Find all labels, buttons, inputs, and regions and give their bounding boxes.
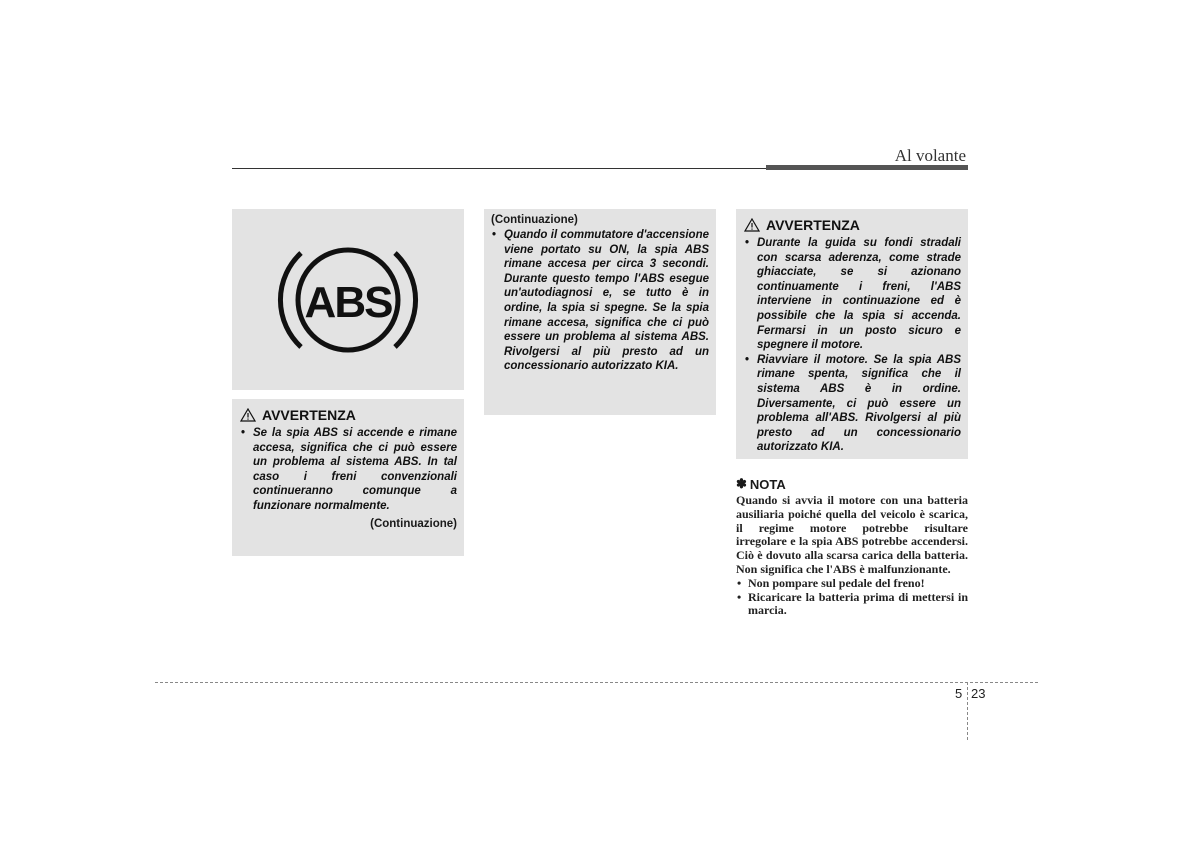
asterisk-icon: ✽ [736,476,747,491]
warning-title: AVVERTENZA [766,217,860,233]
warning-list [240,426,457,514]
warning-box-2 [736,209,968,459]
warning-triangle-icon [240,408,256,422]
continuation-heading: (Continuazione) [491,214,578,226]
abs-icon-label: ABS [304,277,392,327]
section-title: Al volante [894,146,966,165]
list-item: • Durante la guida su fondi stradali con scarsa aderenza, come strade ghiacciate, se si azionano continuamente i freni, l'ABS interviene in continuazione ed è possibile che la spia si accenda. Fermarsi in un posto sicuro e spegnere il motore. [744,236,961,353]
continuation-box [484,209,716,415]
note-list [736,577,968,618]
header-rule-accent [766,165,968,170]
abs-warning-light-panel [232,209,464,390]
list-item: • Non pompare sul pedale del freno! [736,577,968,591]
page-number: 23 [971,686,986,701]
note-title: NOTA [749,476,786,492]
note-section [736,476,968,618]
list-item: • Ricaricare la batteria prima di mettersi in marcia. [736,591,968,619]
warning-list [744,236,961,455]
list-item: • Se la spia ABS si accende e rimane accesa, significa che ci può essere un problema al sistema ABS. In tal caso i freni convenzionali continueranno comunque a funzionare normalmente. [240,426,457,514]
note-body: Quando si avvia il motore con una batteria ausiliaria poiché quella del veicolo è scarica, il regime motore potrebbe risultare irregolare e la spia ABS potrebbe accendersi. Ciò è dovuto alla scarsa carica della batteria. Non significa che l'ABS è malfunzionante. [736,493,968,576]
warning-heading [744,217,961,233]
continuation-list [491,228,709,374]
list-item: • Quando il commutatore d'accensione viene portato su ON, la spia ABS rimane accesa per circa 3 secondi. Durante questo tempo l'ABS esegue un'autodiagnosi e, se tutto è in ordine, la spia si spegne. Se la spia rimane accesa, significa che ci può essere un problema al sistema ABS. Rivolgersi al più presto ad un concessionario autorizzato KIA. [491,228,709,374]
warning-heading [240,407,457,423]
note-heading [736,476,968,492]
footer-divider [967,682,968,740]
footer-rule [155,682,1038,683]
chapter-number: 5 [955,686,963,701]
warning-triangle-icon [744,218,760,232]
warning-box-1 [232,399,464,556]
list-item: • Riavviare il motore. Se la spia ABS rimane spenta, significa che il sistema ABS è in ordine. Diversamente, ci può essere un problema all'ABS. Rivolgersi al più presto ad un concessionario autorizzato KIA. [744,353,961,455]
abs-warning-light-icon [273,235,423,365]
continuation-note: (Continuazione) [370,517,457,530]
warning-title: AVVERTENZA [262,407,356,423]
